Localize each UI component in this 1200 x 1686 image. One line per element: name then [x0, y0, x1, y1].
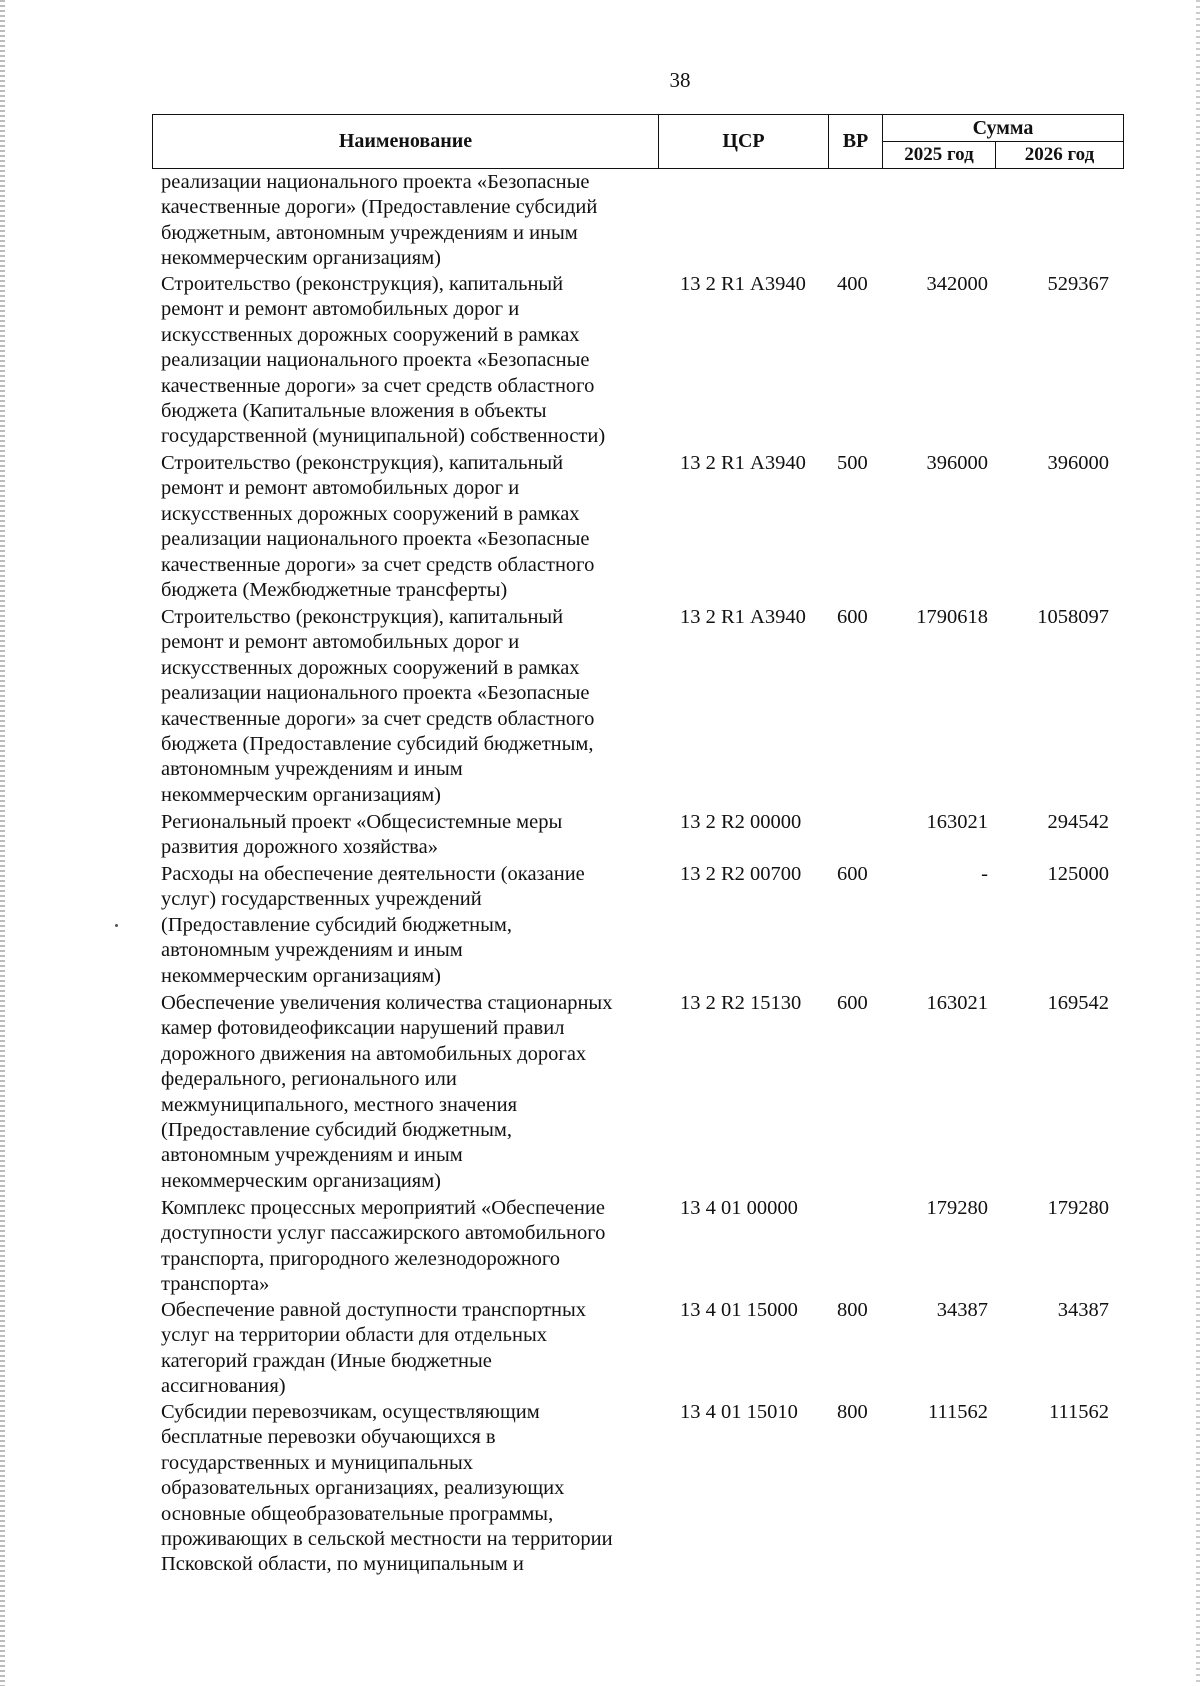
row-sum-2025: - — [981, 863, 988, 885]
row-csr: 13 4 01 00000 — [680, 1197, 798, 1219]
row-name: Расходы на обеспечение деятельности (оказание услуг) государственных учреждений (Предоставление субсидий бюджетным, автономным учреждениям и иным некоммерческим организациям) — [161, 863, 585, 987]
row-name: Строительство (реконструкция), капитальный ремонт и ремонт автомобильных дорог и искусственных дорожных сооружений в рамках реализации национального проекта «Безопасные качественные дороги» за счет средств областного бюджета (Предоставление субсидий бюджетным, автономным учреждениям и иным некоммерческим организациям) — [161, 606, 595, 806]
row-name: Субсидии перевозчикам, осуществляющим бесплатные перевозки обучающихся в государственных и муниципальных образовательных организациях, реализующих основные общеобразовательные программы, проживающих в сельской местности на территории Псковской области, по муниципальным и — [161, 1401, 613, 1576]
header-year-2026: 2026 год — [996, 142, 1124, 169]
row-sum-2026: 529367 — [1047, 273, 1109, 295]
row-sum-2025: 1790618 — [916, 606, 988, 628]
row-sum-2026: 396000 — [1047, 452, 1109, 474]
row-vr: 400 — [837, 273, 868, 295]
row-sum-2025: 342000 — [926, 273, 988, 295]
row-sum-2026: 125000 — [1047, 863, 1109, 885]
header-vr: ВР — [829, 115, 883, 169]
row-csr: 13 2 R2 00000 — [680, 811, 802, 833]
row-vr: 600 — [837, 992, 868, 1014]
row-csr: 13 2 R2 15130 — [680, 992, 802, 1014]
row-csr: 13 4 01 15010 — [680, 1401, 798, 1423]
row-sum-2026: 34387 — [1057, 1299, 1109, 1321]
row-sum-2025: 396000 — [926, 452, 988, 474]
row-csr: 13 4 01 15000 — [680, 1299, 798, 1321]
row-sum-2025: 111562 — [928, 1401, 988, 1423]
row-name: Комплекс процессных мероприятий «Обеспечение доступности услуг пассажирского автомобильного транспорта, пригородного железнодорожного транспорта» — [161, 1197, 606, 1296]
row-sum-2025: 163021 — [926, 811, 988, 833]
header-sum: Сумма — [883, 115, 1124, 142]
row-sum-2026: 1058097 — [1037, 606, 1109, 628]
header-year-2025: 2025 год — [883, 142, 996, 169]
row-name: Обеспечение равной доступности транспортных услуг на территории области для отдельных категорий граждан (Иные бюджетные ассигнования) — [161, 1299, 587, 1398]
row-csr: 13 2 R1 А3940 — [680, 273, 806, 295]
row-csr: 13 2 R1 А3940 — [680, 452, 806, 474]
row-sum-2025: 34387 — [936, 1299, 988, 1321]
header-csr: ЦСР — [659, 115, 829, 169]
row-csr: 13 2 R2 00700 — [680, 863, 802, 885]
row-sum-2026: 179280 — [1047, 1197, 1109, 1219]
row-vr: 500 — [837, 452, 868, 474]
row-vr: 600 — [837, 863, 868, 885]
row-sum-2025: 179280 — [926, 1197, 988, 1219]
row-sum-2026: 111562 — [1049, 1401, 1109, 1423]
row-csr: 13 2 R1 А3940 — [680, 606, 806, 628]
header-name: Наименование — [153, 115, 659, 169]
row-sum-2025: 163021 — [926, 992, 988, 1014]
row-vr: 600 — [837, 606, 868, 628]
row-vr: 800 — [837, 1401, 868, 1423]
row-vr: 800 — [837, 1299, 868, 1321]
row-name: Региональный проект «Общесистемные меры развития дорожного хозяйства» — [161, 811, 563, 859]
row-name: Обеспечение увеличения количества стационарных камер фотовидеофиксации нарушений правил дорожного движения на автомобильных дорогах федерального, регионального или межмуниципального, местного значения (Предоставление субсидий бюджетным, автономным учреждениям и иным некоммерческим организациям) — [161, 992, 613, 1192]
row-name: Строительство (реконструкция), капитальный ремонт и ремонт автомобильных дорог и искусственных дорожных сооружений в рамках реализации национального проекта «Безопасные качественные дороги» за счет средств областного бюджета (Капитальные вложения в объекты государственной (муниципальной) собственности) — [161, 273, 606, 448]
row-sum-2026: 294542 — [1047, 811, 1109, 833]
row-sum-2026: 169542 — [1047, 992, 1109, 1014]
page-number: 38 — [669, 68, 691, 92]
row-name: реализации национального проекта «Безопасные качественные дороги» (Предоставление субсидий бюджетным, автономным учреждениям и иным некоммерческим организациям) — [161, 171, 598, 270]
row-name: Строительство (реконструкция), капитальный ремонт и ремонт автомобильных дорог и искусственных дорожных сооружений в рамках реализации национального проекта «Безопасные качественные дороги» за счет средств областного бюджета (Межбюджетные трансферты) — [161, 452, 595, 602]
